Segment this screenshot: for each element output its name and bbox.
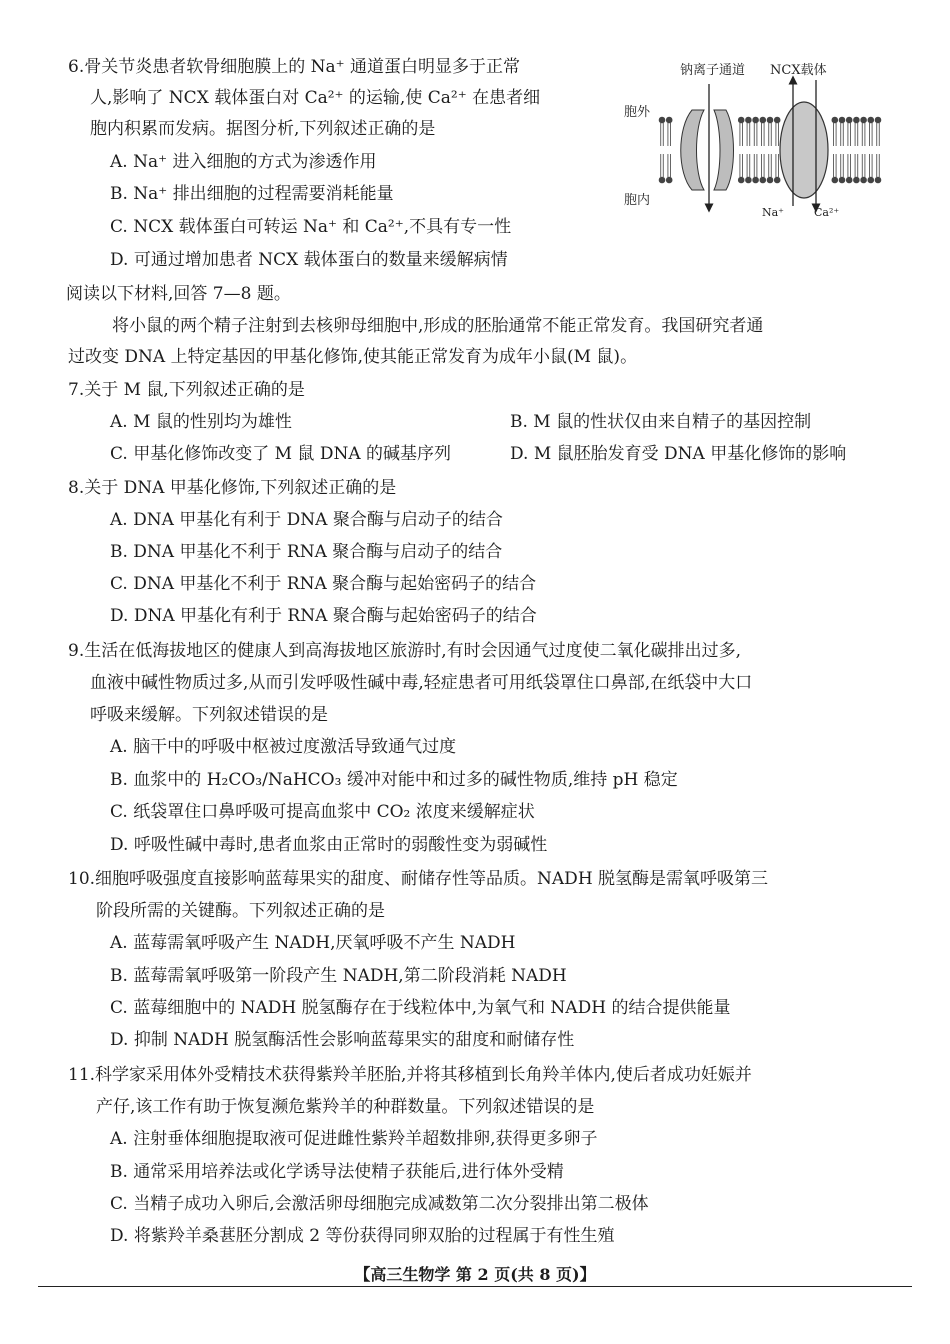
q7-option-d: D. M 鼠胚胎发育受 DNA 甲基化修饰的影响 <box>510 444 847 464</box>
q10-option-b: B. 蓝莓需氧呼吸第一阶段产生 NADH,第二阶段消耗 NADH <box>110 966 567 986</box>
label-inside: 胞内 <box>624 193 651 208</box>
membrane-figure <box>622 58 884 228</box>
q6-option-c: C. NCX 载体蛋白可转运 Na⁺ 和 Ca²⁺,不具有专一性 <box>110 217 512 237</box>
q8-option-d: D. DNA 甲基化有利于 RNA 聚合酶与起始密码子的结合 <box>110 606 537 626</box>
sodium-channel-right-icon <box>714 110 734 190</box>
q9-stem-line3: 呼吸来缓解。下列叙述错误的是 <box>90 705 328 725</box>
q6-stem-line3: 胞内积累而发病。据图分析,下列叙述正确的是 <box>90 119 436 139</box>
page-footer: 【高三生物学 第 2 页(共 8 页)】 <box>354 1265 596 1284</box>
q6-option-b: B. Na⁺ 排出细胞的过程需要消耗能量 <box>110 184 394 204</box>
q6-stem-line2: 人,影响了 NCX 载体蛋白对 Ca²⁺ 的运输,使 Ca²⁺ 在患者细 <box>90 88 541 108</box>
q8-option-a: A. DNA 甲基化有利于 DNA 聚合酶与启动子的结合 <box>110 510 503 530</box>
q9-option-c: C. 纸袋罩住口鼻呼吸可提高血浆中 CO₂ 浓度来缓解症状 <box>110 802 535 822</box>
label-ncx-carrier: NCX载体 <box>770 63 827 78</box>
q9-option-a: A. 脑干中的呼吸中枢被过度激活导致通气过度 <box>110 737 457 757</box>
q10-option-a: A. 蓝莓需氧呼吸产生 NADH,厌氧呼吸不产生 NADH <box>110 933 516 953</box>
q10-stem-line1: 10.细胞呼吸强度直接影响蓝莓果实的甜度、耐储存性等品质。NADH 脱氢酶是需氧呼吸第三 <box>68 869 769 889</box>
ncx-carrier-icon <box>780 102 828 198</box>
sodium-channel-left-icon <box>681 110 704 190</box>
q7-stem: 7.关于 M 鼠,下列叙述正确的是 <box>68 380 305 400</box>
q11-stem-line2: 产仔,该工作有助于恢复濒危紫羚羊的种群数量。下列叙述错误的是 <box>96 1097 595 1117</box>
q10-option-c: C. 蓝莓细胞中的 NADH 脱氢酶存在于线粒体中,为氧气和 NADH 的结合提供能量 <box>110 998 731 1018</box>
q9-stem-line1: 9.生活在低海拔地区的健康人到高海拔地区旅游时,有时会因通气过度使二氧化碳排出过多, <box>68 641 742 661</box>
footer-rule <box>38 1286 912 1287</box>
q9-option-d: D. 呼吸性碱中毒时,患者血浆由正常时的弱酸性变为弱碱性 <box>110 835 548 855</box>
q8-option-c: C. DNA 甲基化不利于 RNA 聚合酶与起始密码子的结合 <box>110 574 537 594</box>
q8-stem: 8.关于 DNA 甲基化修饰,下列叙述正确的是 <box>68 478 397 498</box>
q10-option-d: D. 抑制 NADH 脱氢酶活性会影响蓝莓果实的甜度和耐储存性 <box>110 1030 575 1050</box>
q7-option-c: C. 甲基化修饰改变了 M 鼠 DNA 的碱基序列 <box>110 444 452 464</box>
q8-option-b: B. DNA 甲基化不利于 RNA 聚合酶与启动子的结合 <box>110 542 503 562</box>
q7-option-a: A. M 鼠的性别均为雄性 <box>110 412 292 432</box>
label-na-ion: Na⁺ <box>762 206 784 219</box>
q6-option-a: A. Na⁺ 进入细胞的方式为渗透作用 <box>110 152 377 172</box>
q11-option-d: D. 将紫羚羊桑葚胚分割成 2 等份获得同卵双胎的过程属于有性生殖 <box>110 1226 615 1246</box>
passage-line1: 将小鼠的两个精子注射到去核卵母细胞中,形成的胚胎通常不能正常发育。我国研究者通 <box>112 316 764 336</box>
q11-option-b: B. 通常采用培养法或化学诱导法使精子获能后,进行体外受精 <box>110 1162 564 1182</box>
q10-stem-line2: 阶段所需的关键酶。下列叙述正确的是 <box>96 901 385 921</box>
q11-option-c: C. 当精子成功入卵后,会激活卵母细胞完成减数第二次分裂排出第二极体 <box>110 1194 649 1214</box>
q7-option-b: B. M 鼠的性状仅由来自精子的基因控制 <box>510 412 812 432</box>
q9-stem-line2: 血液中碱性物质过多,从而引发呼吸性碱中毒,轻症患者可用纸袋罩住口鼻部,在纸袋中大口 <box>90 673 753 693</box>
label-ca-ion: Ca²⁺ <box>814 206 840 219</box>
q11-option-a: A. 注射垂体细胞提取液可促进雌性紫羚羊超数排卵,获得更多卵子 <box>110 1129 598 1149</box>
label-outside: 胞外 <box>624 105 651 120</box>
q9-option-b: B. 血浆中的 H₂CO₃/NaHCO₃ 缓冲对能中和过多的碱性物质,维持 pH 稳定 <box>110 770 678 790</box>
q6-stem-line1: 6.骨关节炎患者软骨细胞膜上的 Na⁺ 通道蛋白明显多于正常 <box>68 57 521 77</box>
passage-line2: 过改变 DNA 上特定基因的甲基化修饰,使其能正常发育为成年小鼠(M 鼠)。 <box>68 347 638 367</box>
q6-option-d: D. 可通过增加患者 NCX 载体蛋白的数量来缓解病情 <box>110 250 508 270</box>
q11-stem-line1: 11.科学家采用体外受精技术获得紫羚羊胚胎,并将其移植到长角羚羊体内,使后者成功妊娠并 <box>68 1065 752 1085</box>
label-sodium-channel: 钠离子通道 <box>680 63 746 78</box>
intro-7-8: 阅读以下材料,回答 7—8 题。 <box>66 284 291 304</box>
